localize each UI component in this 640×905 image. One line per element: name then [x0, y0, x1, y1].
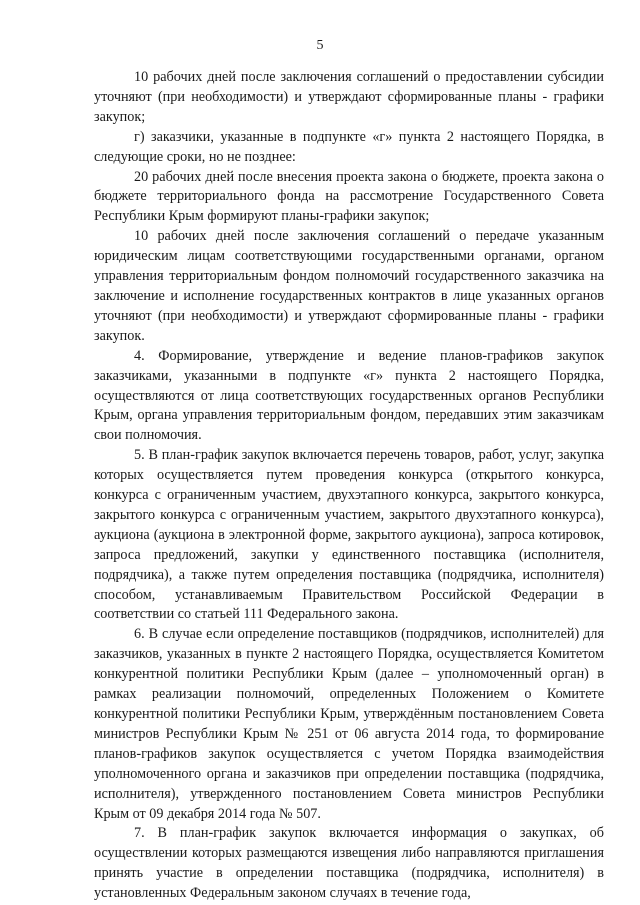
paragraph-7: 6. В случае если определение поставщиков (подрядчиков, исполнителей) для заказчиков, указанных в пункте 2 настоящего Порядка, осуществляется Комитетом конкурентной политики Республики Крым (далее – уполномоченный орган) в рамках реализации полномочий, определенных Положением о Комитете конкурентной политики Республики Крым, утверждённым постановлением Совета министров Республики Крым № 251 от 06 августа 2014 года, то формирование планов-графиков закупок осуществляется с учетом Порядка взаимодействия уполномоченного органа и заказчиков при определении поставщика (подрядчика, исполнителя), утвержденного постановлением Совета министров Республики Крым от 09 декабря 2014 года № 507. — [94, 626, 604, 822]
paragraph-5: 4. Формирование, утверждение и ведение планов-графиков закупок заказчиками, указанными в подпункте «г» пункта 2 настоящего Порядка, осуществляются от лица соответствующих государственных органов Республики Крым, органа управления территориальным фондом, передавших этим заказчикам свои полномочия. — [94, 347, 604, 444]
paragraph-6: 5. В план-график закупок включается перечень товаров, работ, услуг, закупка которых осуществляется путем проведения конкурса (открытого конкурса, конкурса с ограниченным участием, двухэтапного конкурса, закрытого конкурса, закрытого конкурса с ограниченным участием, закрытого двухэтапного конкурса), аукциона (аукциона в электронной форме, закрытого аукциона), запроса котировок, запроса предложений, закупки у единственного поставщика (исполнителя, подрядчика), а также путем определения поставщика (подрядчика, исполнителя) способом, устанавливаемым Правительством Российской Федерации в соответствии со статьей 111 Федерального закона. — [94, 447, 604, 623]
page-number: 5 — [316, 38, 324, 53]
paragraph-3: 20 рабочих дней после внесения проекта закона о бюджете, проекта закона о бюджете территориального фонда на рассмотрение Государственного Совета Республики Крым формируют планы-графики закупок; — [94, 168, 604, 225]
document-body — [94, 68, 604, 904]
paragraph-8: 7. В план-график закупок включается информация о закупках, об осуществлении которых размещаются извещения либо направляются приглашения принять участие в определении поставщика (подрядчика, исполнителя) в установленных Федеральным законом случаях в течение года, — [94, 825, 604, 902]
paragraph-1: 10 рабочих дней после заключения соглашений о предоставлении субсидии уточняют (при необходимости) и утверждают сформированные планы - графики закупок; — [94, 69, 604, 125]
paragraph-4: 10 рабочих дней после заключения соглашений о передаче указанным юридическим лицам соответствующими государственными органами, органом управления территориальным фондом полномочий государственного заказчика на заключение и исполнение государственных контрактов в лице указанных органов уточняют (при необходимости) и утверждают сформированные планы - графики закупок. — [94, 228, 604, 344]
paragraph-2: г) заказчики, указанные в подпункте «г» пункта 2 настоящего Порядка, в следующие сроки, но не позднее: — [94, 128, 604, 165]
